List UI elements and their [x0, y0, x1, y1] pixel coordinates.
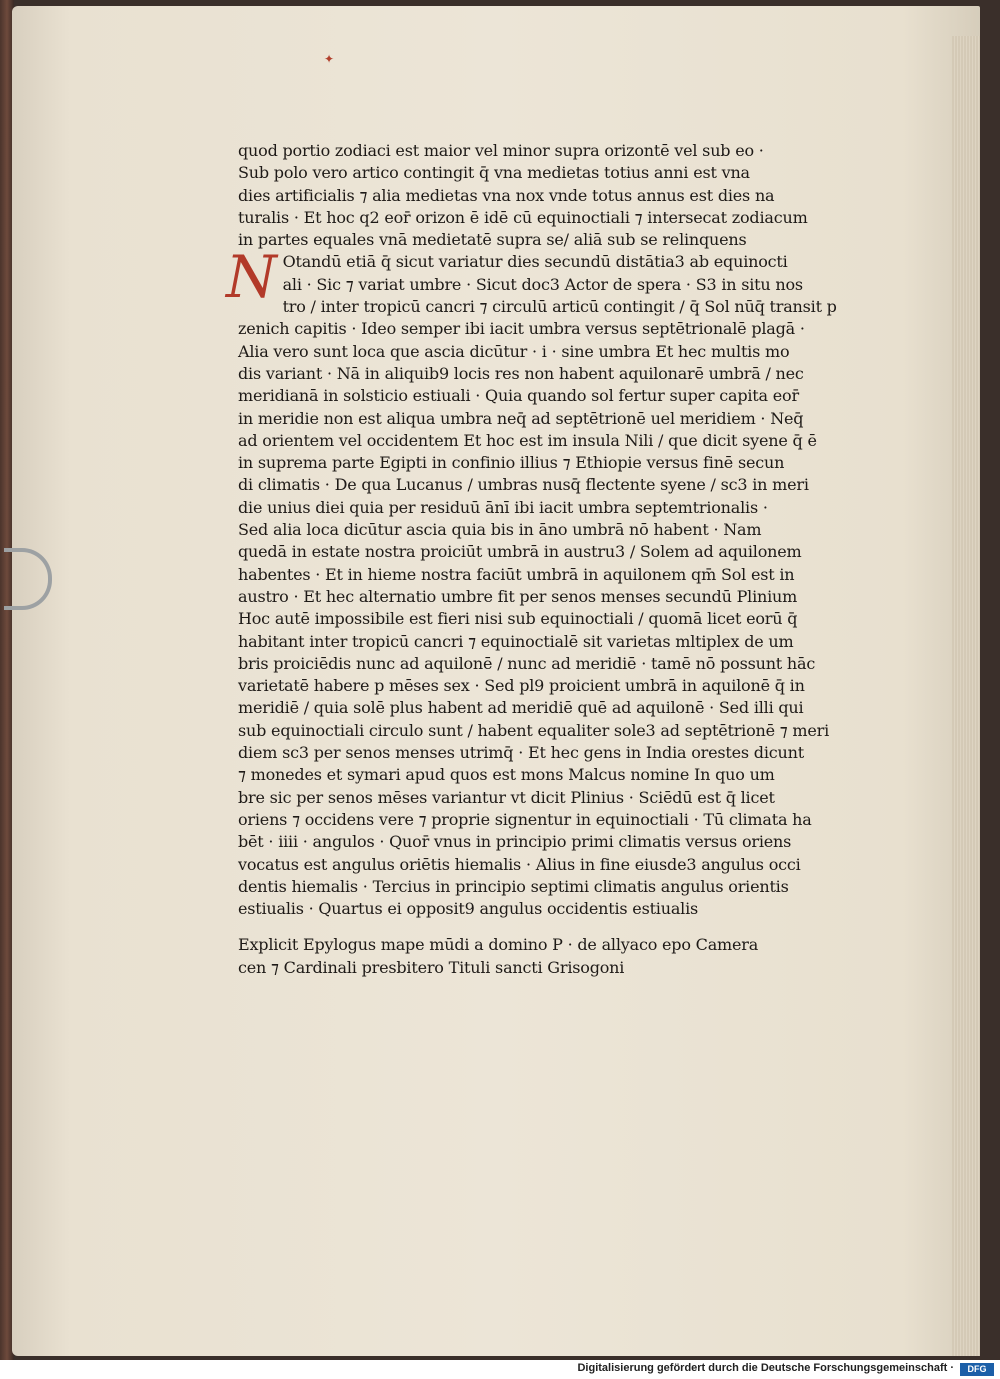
text-line: bēt · iiii · angulos · Quor̄ vnus in principio primi climatis versus oriens — [238, 832, 792, 852]
text-line: dies artificialis ⁊ alia medietas vna nox vnde totus annus est dies na — [238, 185, 775, 205]
text-line: bre sic per senos mēses variantur vt dicit Plinius · Sciēdū est q̄ licet — [238, 787, 775, 807]
text-line: quod portio zodiaci est maior vel minor supra orizontē vel sub eo · — [238, 141, 764, 160]
text-line: vocatus est angulus oriētis hiemalis · Alius in fine eiusde3 angulus occi — [238, 854, 801, 874]
text-block-3 — [238, 519, 838, 920]
text-line: ali · Sic ⁊ variat umbre · Sicut doc3 Actor de spera · S3 in situ nos — [282, 274, 803, 294]
text-line: meridianā in solsticio estiuali · Quia quando sol fertur super capita eor̄ — [238, 386, 799, 406]
text-line: Sub polo vero artico contingit q̄ vna medietas totius anni est vna — [238, 163, 750, 183]
text-line: quedā in estate nostra proiciūt umbrā in austru3 / Solem ad aquilonem — [238, 542, 802, 562]
rubric-mark: ✦ — [324, 52, 335, 66]
dfg-logo: DFG — [960, 1363, 994, 1376]
text-block-1 — [238, 140, 838, 251]
text-line: ad orientem vel occidentem Et hoc est im insula Nili / que dicit syene q̄ ē — [238, 430, 817, 450]
footer-bar — [0, 1360, 1000, 1379]
text-line: bris proiciēdis nunc ad aquilonē / nunc ad meridiē · tamē nō possunt hāc — [238, 653, 816, 673]
text-line: Hoc autē impossibile est fieri nisi sub equinoctiali / quomā licet eorū q̄ — [238, 609, 798, 629]
text-line: austro · Et hec alternatio umbre fit per senos menses secundū Plinium — [238, 586, 798, 606]
text-line: di climatis · De qua Lucanus / umbras nusq̄ flectente syene / sc3 in meri — [238, 475, 809, 495]
page-edges — [952, 36, 980, 1356]
text-line: Otandū etiā q̄ sicut variatur dies secundū distātia3 ab equinocti — [282, 252, 788, 272]
page-text — [226, 140, 838, 979]
text-line: habentes · Et in hieme nostra faciūt umbrā in aquilonem qm̄ Sol est in — [238, 564, 795, 584]
text-line: dentis hiemalis · Tercius in principio septimi climatis angulus orientis — [238, 876, 789, 896]
text-line: Alia vero sunt loca que ascia dicūtur · i · sine umbra Et hec multis mo — [238, 341, 790, 361]
text-line: ⁊ monedes et symari apud quos est mons Malcus nomine In quo um — [238, 765, 775, 785]
funding-notice: Digitalisierung gefördert durch die Deutsche Forschungsgemeinschaft · — [577, 1362, 954, 1374]
text-line: dis variant · Nā in aliquib9 locis res non habent aquilonarē umbrā / nec — [238, 363, 804, 383]
text-line: Explicit Epylogus mape mūdi a domino P · de allyaco epo Camera — [238, 935, 759, 955]
text-line: in suprema parte Egipti in confinio illius ⁊ Ethiopie versus finē secun — [238, 453, 785, 473]
text-line: habitant inter tropicū cancri ⁊ equinoctialē sit varietas mltiplex de um — [238, 631, 794, 651]
text-line: turalis · Et hoc q2 eor̄ orizon ē idē cū equinoctiali ⁊ intersecat zodiacum — [238, 207, 808, 227]
text-block-2 — [226, 243, 838, 519]
drop-initial: N — [226, 243, 277, 312]
text-line: zenich capitis · Ideo semper ibi iacit umbra versus septētrionalē plagā · — [238, 319, 805, 339]
text-line: in meridie non est aliqua umbra neq̄ ad septētrionē uel meridiem · Neq̄ — [238, 408, 804, 428]
text-line: diem sc3 per senos menses utrimq̄ · Et hec gens in India orestes dicunt — [238, 743, 804, 763]
text-line: oriens ⁊ occidens vere ⁊ proprie signentur in equinoctiali · Tū climata ha — [238, 809, 812, 829]
text-line: sub equinoctiali circulo sunt / habent equaliter sole3 ad septētrionē ⁊ meri — [238, 720, 830, 740]
text-line: estiualis · Quartus ei opposit9 angulus occidentis estiualis — [238, 899, 699, 919]
text-line: meridiē / quia solē plus habent ad meridiē quē ad aquilonē · Sed illi qui — [238, 698, 804, 718]
text-line: in partes equales vnā medietatē supra se/ aliā sub se relinquens — [238, 230, 747, 250]
text-line: die unius diei quia per residuū ānī ibi iacit umbra septemtrionalis · — [238, 497, 768, 517]
text-line: varietatē habere p mēses sex · Sed pl9 proicient umbrā in aquilonē q̄ in — [238, 676, 805, 696]
text-line: cen ⁊ Cardinali presbitero Tituli sancti Grisogoni — [238, 957, 625, 977]
text-line: Sed alia loca dicūtur ascia quia bis in āno umbrā nō habent · Nam — [238, 520, 762, 540]
explicit-colophon — [238, 934, 838, 979]
text-line: tro / inter tropicū cancri ⁊ circulū articū contingit / q̄ Sol nūq̄ transit p — [282, 297, 837, 317]
spacer — [238, 920, 838, 934]
